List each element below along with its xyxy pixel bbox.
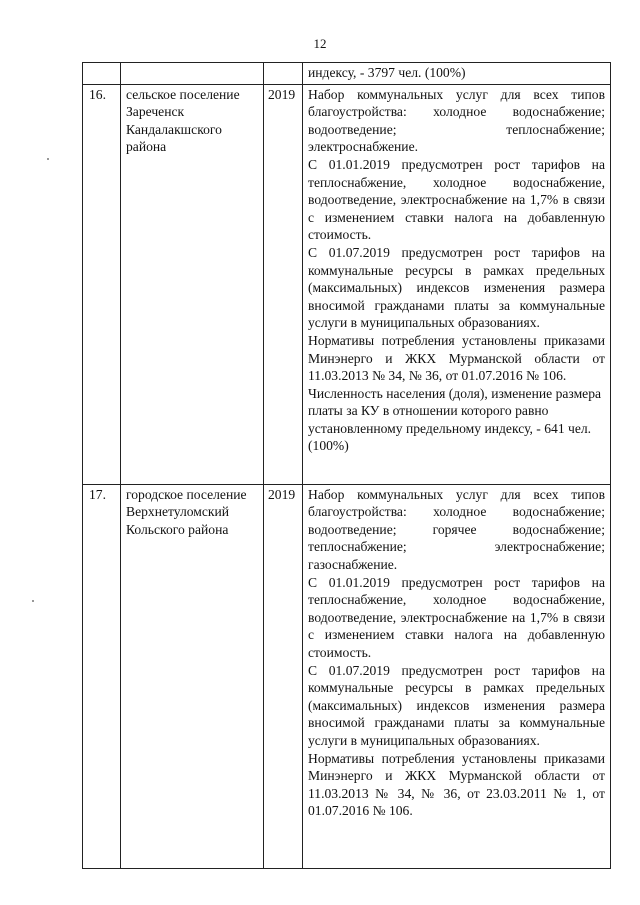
tariff-table xyxy=(82,62,611,869)
description-paragraph: Численность населения (доля), изменение размера платы за КУ в отношении которого равно установленному предельному индексу, - 641 чел. (100%) xyxy=(308,385,602,454)
page-number: 12 xyxy=(313,36,327,51)
row-number-cell xyxy=(83,63,121,85)
description-cell xyxy=(303,63,611,85)
description-paragraph: Нормативы потребления установлены приказами Минэнерго и ЖКХ Мурманской области от 11.03.2013 № 34, № 36, от 01.07.2016 № 106. xyxy=(308,332,605,384)
description-paragraph: Нормативы потребления установлены приказами Минэнерго и ЖКХ Мурманской области от 11.03.2013 № 34, № 36, от 23.03.2011 № 1, от 01.07.2016 № 106. xyxy=(308,750,605,819)
description-paragraph: индексу, - 3797 чел. (100%) xyxy=(308,65,466,80)
year-cell: 2019 xyxy=(264,484,303,868)
scan-speck xyxy=(32,600,34,602)
scan-speck xyxy=(47,158,49,160)
row-number-cell: 16. xyxy=(83,84,121,484)
table-row-continuation xyxy=(83,63,611,85)
description-paragraph: С 01.01.2019 предусмотрен рост тарифов на теплоснабжение, холодное водоснабжение, водоотведение, электроснабжение на 1,7% в связи с изменением ставки налога на добавленную стоимость. xyxy=(308,156,605,243)
description-cell xyxy=(303,84,611,484)
table-row xyxy=(83,484,611,868)
description-paragraph: Набор коммунальных услуг для всех типов благоустройства: холодное водоснабжение; водоотведение; теплоснабжение; электроснабжение. xyxy=(308,86,605,155)
settlement-name-cell: сельское поселение Зареченск Кандалакшского района xyxy=(121,84,264,484)
description-paragraph: С 01.07.2019 предусмотрен рост тарифов на коммунальные ресурсы в рамках предельных (максимальных) индексов изменения размера вносимой гражданами платы за коммунальные услуги в муниципальных образованиях. xyxy=(308,662,605,748)
table-row xyxy=(83,84,611,484)
year-cell: 2019 xyxy=(264,84,303,484)
description-paragraph: С 01.01.2019 предусмотрен рост тарифов на теплоснабжение, холодное водоснабжение, водоотведение, электроснабжение на 1,7% в связи с изменением ставки налога на добавленную стоимость. xyxy=(308,574,605,660)
settlement-name-cell: городское поселение Верхнетуломский Кольского района xyxy=(121,484,264,868)
row-number-cell: 17. xyxy=(83,484,121,868)
settlement-name-cell xyxy=(121,63,264,85)
description-paragraph: С 01.07.2019 предусмотрен рост тарифов на коммунальные ресурсы в рамках предельных (максимальных) индексов изменения размера вносимой гражданами платы за коммунальные услуги в муниципальных образованиях. xyxy=(308,244,605,331)
description-paragraph: Набор коммунальных услуг для всех типов благоустройства: холодное водоснабжение; водоотведение; горячее водоснабжение; теплоснабжение; электроснабжение; газоснабжение. xyxy=(308,486,605,572)
description-cell xyxy=(303,484,611,868)
year-cell xyxy=(264,63,303,85)
